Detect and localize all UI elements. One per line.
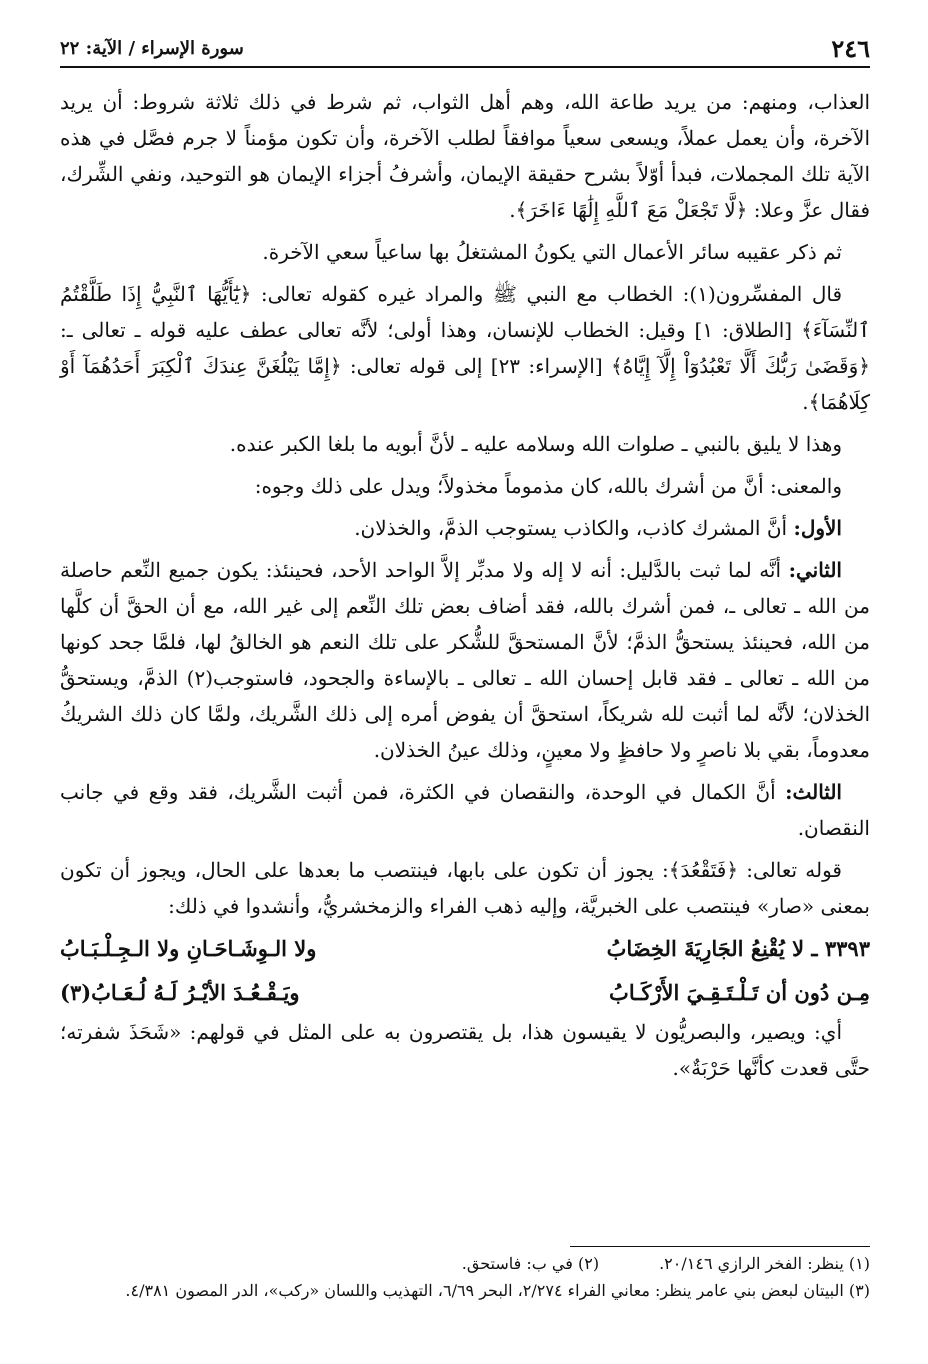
- point-text: أنَّ المشرك كاذب، والكاذب يستوجب الذمَّ، والخذلان.: [354, 516, 794, 540]
- main-text: [60, 84, 870, 1092]
- paragraph: والمعنى: أنَّ من أشرك بالله، كان مذموماً مخذولاً؛ ويدل على ذلك وجوه:: [254, 474, 842, 498]
- point-second: [60, 552, 870, 768]
- point-label: الثاني:: [788, 558, 842, 582]
- running-header: [60, 34, 870, 70]
- footnote-3: (٣) البيتان لبعض بني عامر ينظر: معاني الفراء ٢/٢٧٤، البحر ٦/٦٩، التهذيب واللسان «ركب»، الدر المصون ٤/٣٨١.: [125, 1281, 870, 1300]
- paragraph: وهذا لا يليق بالنبي ـ صلوات الله وسلامه عليه ـ لأنَّ أبويه ما بلغا الكبر عنده.: [229, 432, 842, 456]
- footnote-rule: [570, 1246, 870, 1247]
- point-first: [60, 510, 870, 546]
- poetry-line: [60, 974, 870, 1012]
- paragraph: أي: ويصير، والبصريُّون لا يقيسون هذا، بل يقتصرون به على المثل في قولهم: «شَحَذَ شفرته؛ حتَّى قعدت كأنَّها حَرْبَةٌ».: [60, 1020, 870, 1080]
- page-number: ٢٤٦: [831, 34, 870, 63]
- paragraph: قال المفسِّرون(١): الخطاب مع النبي ﷺ والمراد غيره كقوله تعالى: ﴿يَٰٓأَيُّهَا ٱلنَّبِيُّ إِذَا طَلَّقْتُمُ ٱلنِّسَآءَ﴾ [الطلاق: ١] وقيل: الخطاب للإنسان، وهذا أولى؛ لأنَّه تعالى عطف عليه قوله ـ تعالى ـ: ﴿وَقَضَىٰ رَبُّكَ أَلَّا تَعْبُدُوٓاْ إِلَّآ إِيَّاهُ﴾ [الإسراء: ٢٣] إلى قوله تعالى: ﴿إِمَّا يَبْلُغَنَّ عِندَكَ ٱلْكِبَرَ أَحَدُهُمَآ أَوْ كِلَاهُمَا﴾.: [60, 282, 870, 414]
- verse-hemistich-left: ولا الـوِشَـاحَـانِ ولا الـجِـلْـبَـابُ: [60, 936, 317, 961]
- verse-hemistich-right: ٣٣٩٣ ـ لا يُقْنِعُ الجَارِيَةَ الخِضَابُ: [606, 936, 870, 961]
- paragraph: ثم ذكر عقيبه سائر الأعمال التي يكونُ المشتغلُ بها ساعياً سعي الآخرة.: [262, 240, 842, 264]
- footnotes: [60, 1250, 870, 1304]
- footnote-row: [60, 1250, 870, 1277]
- point-text: أنَّ الكمال في الوحدة، والنقصان في الكثرة، فمن أثبت الشَّريك، فقد وقع في جانب النقصان.: [60, 780, 870, 840]
- verse-hemistich-left: ويَـقْـعُـدَ الأيْـرُ لَـهُ لُـعَـابُ(٣): [60, 980, 300, 1005]
- verse-hemistich-right: مِـن دُون أن تَـلْـتَـقِـيَ الأَرْكَـابُ: [609, 980, 870, 1005]
- book-page: [60, 34, 870, 1334]
- footnote-2: (٢) في ب: فاستحق.: [461, 1254, 600, 1273]
- point-label: الأول:: [793, 516, 842, 540]
- paragraph: العذاب، ومنهم: من يريد طاعة الله، وهم أهل الثواب، ثم شرط في ذلك ثلاثة شروط: أن يريد الآخرة، وأن يعمل عملاً، ويسعى سعياً موافقاً لطلب الآخرة، وأن تكون مؤمناً لا جرم فصَّل في هذه الآية تلك المجملات، فبدأ أوّلاً بشرح حقيقة الإيمان، وأشرفُ أجزاء الإيمان هو التوحيد، ونفي الشِّرك، فقال عزَّ وعلا: ﴿لَّا تَجْعَلْ مَعَ ٱللَّهِ إِلَٰهًا ءَاخَرَ﴾.: [60, 90, 871, 222]
- point-label: الثالث:: [785, 780, 842, 804]
- footnote-1: (١) ينظر: الفخر الرازي ٢٠/١٤٦.: [659, 1254, 870, 1273]
- point-third: [60, 774, 870, 846]
- header-rule: [60, 66, 870, 68]
- paragraph: قوله تعالى: ﴿فَتَقْعُدَ﴾: يجوز أن تكون على بابها، فينتصب ما بعدها على الحال، ويجوز أن تكون بمعنى «صار» فينتصب على الخبريَّة، وإليه ذهب الفراء والزمخشريُّ، وأنشدوا في ذلك:: [60, 858, 870, 918]
- poetry-line: [60, 930, 870, 968]
- point-text: أنَّه لما ثبت بالدَّليل: أنه لا إله ولا مدبِّر إلاَّ الواحد الأحد، فحينئذ: يكون جميع النِّعم حاصلة من الله ـ تعالى ـ، فمن أشرك بالله، فقد أضاف بعض تلك النِّعم إلى غير الله، مع أن الحقَّ أن كلَّها من الله، فحينئذ يستحقُّ الذمَّ؛ لأنَّ المستحقَّ للشُّكر على تلك النعم هو الخالقُ لها، فلمَّا جحد كونها من الله ـ تعالى ـ فقد قابل إحسان الله ـ تعالى ـ بالإساءة والجحود، فاستوجب(٢) الذمَّ، ويستحقُّ الخذلان؛ لأنَّه لما أثبت لله شريكاً، استحقَّ أن يفوض أمره إلى ذلك الشَّريك، ولمَّا كان ذلك الشريكُ معدوماً، بقي بلا ناصرٍ ولا حافظٍ ولا معينٍ، وذلك عينُ الخذلان.: [60, 558, 870, 762]
- surah-reference: سورة الإسراء / الآية: ٢٢: [60, 38, 244, 59]
